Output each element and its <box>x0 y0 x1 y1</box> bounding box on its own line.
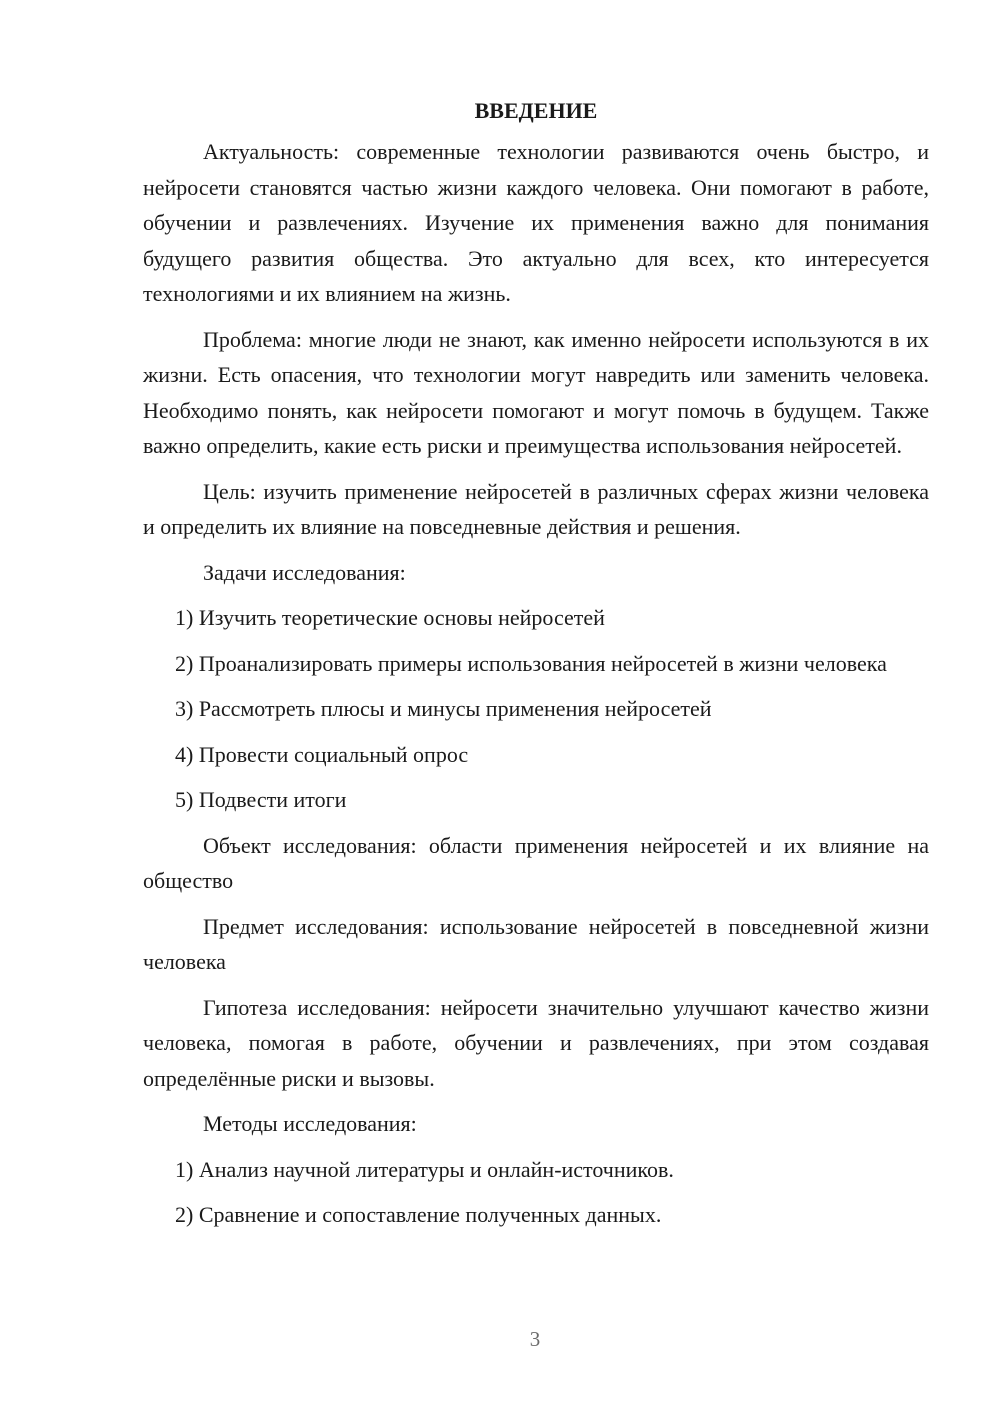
title-wrap <box>143 96 929 126</box>
relevance-paragraph: Актуальность: современные технологии развиваются очень быстро, и нейросети становятся частью жизни каждого человека. Они помогают в работе, обучении и развлечениях. Изучение их применения важно для понимания будущего развития общества. Это актуально для всех, кто интересуется технологиями и их влиянием на жизнь. <box>143 139 929 306</box>
methods-label: Методы исследования: <box>203 1111 417 1136</box>
page-title: ВВЕДЕНИЕ <box>474 98 598 123</box>
task-item: 3) Рассмотреть плюсы и минусы применения нейросетей <box>175 696 712 721</box>
hypothesis-paragraph: Гипотеза исследования: нейросети значительно улучшают качество жизни человека, помогая в работе, обучении и развлечениях, при этом создавая определённые риски и вызовы. <box>143 994 929 1091</box>
task-item: 4) Провести социальный опрос <box>175 741 469 767</box>
tasks-label: Задачи исследования: <box>203 559 406 585</box>
task-item: 2) Проанализировать примеры использования нейросетей в жизни человека <box>175 650 887 676</box>
page-number: 3 <box>529 1327 541 1351</box>
goal-paragraph: Цель: изучить применение нейросетей в различных сферах жизни человека и определить их влияние на повседневные действия и решения. <box>143 478 929 539</box>
task-item: 5) Подвести итоги <box>175 787 347 812</box>
problem-paragraph: Проблема: многие люди не знают, как именно нейросети используются в их жизни. Есть опасения, что технологии могут навредить или заменить человека. Необходимо понять, как нейросети помогают и могут помочь в будущем. Также важно определить, какие есть риски и преимущества использования нейросетей. <box>143 326 929 458</box>
method-item: 1) Анализ научной литературы и онлайн-источников. <box>175 1156 674 1182</box>
document-page <box>143 96 929 1243</box>
object-paragraph: Объект исследования: области применения нейросетей и их влияние на общество <box>143 832 929 893</box>
task-item: 1) Изучить теоретические основы нейросетей <box>175 605 605 630</box>
method-item: 2) Сравнение и сопоставление полученных данных. <box>175 1202 662 1227</box>
subject-paragraph: Предмет исследования: использование нейросетей в повседневной жизни человека <box>143 913 929 974</box>
